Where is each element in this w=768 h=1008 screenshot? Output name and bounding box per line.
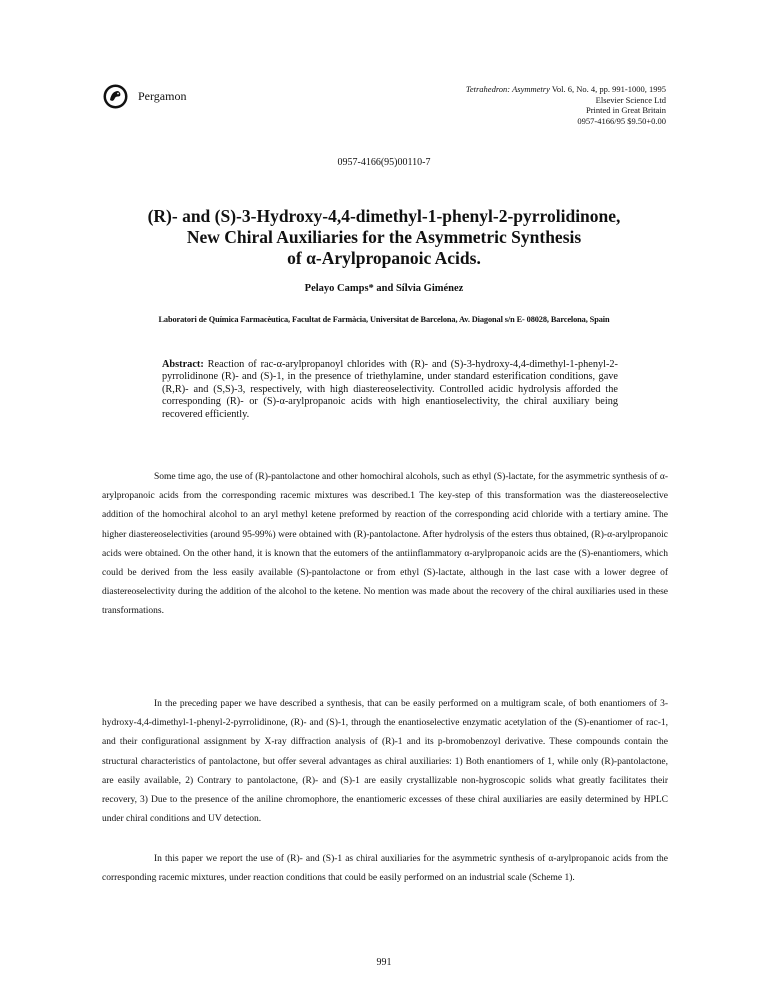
pergamon-logo-icon — [103, 84, 128, 109]
journal-citation — [466, 84, 666, 95]
article-title — [60, 206, 708, 269]
authors: Pelayo Camps* and Sílvia Giménez — [304, 283, 464, 294]
publisher-line: Elsevier Science Ltd — [595, 94, 666, 105]
title-line-3: of α-Arylpropanoic Acids. — [287, 248, 481, 268]
title-line-2: New Chiral Auxiliaries for the Asymmetric Synthesis — [186, 227, 582, 247]
title-line-1: (R)- and (S)-3-Hydroxy-4,4-dimethyl-1-phenyl-2-pyrrolidinone, — [147, 206, 621, 226]
body-paragraph-1: Some time ago, the use of (R)-pantolactone and other homochiral alcohols, such as ethyl (S)-lactate, for the asymmetric synthesis of α-arylpropanoic acids from the corresponding racemic mixtures was described.1 The key-step of this transformation was the diastereoselective addition of the homochiral alcohol to an aryl methyl ketene preformed by reaction of the corresponding acid chloride with a tertiary amine. The higher diastereoselectivities (around 95-99%) were obtained with (R)-pantolactone. After hydrolysis of the esters thus obtained, (R)-α-arylpropanoic acids were obtained. On the other hand, it is known that the eutomers of the antiinflammatory α-arylpropanoic acids are the (S)-enantiomers, which could be derived from the less easily available (S)-pantolactone or from ethyl (S)-lactate, although in the last case with a lower degree of diastereoselectivity during the addition of the alcohol to the ketene. No mention was made about the recovery of the chiral auxiliaries used in these transformations. — [102, 472, 668, 617]
publisher-name: Pergamon — [138, 89, 187, 103]
body-paragraph-2: In the preceding paper we have described a synthesis, that can be easily performed on a multigram scale, of both enantiomers of 3-hydroxy-4,4-dimethyl-1-phenyl-2-pyrrolidinone, (R)- and (S)-1, through the enantioselective enzymatic acetylation of the (S)-enantiomer of rac-1, and their configurational assignment by X-ray diffraction analysis of (R)-1 and its p-bromobenzoyl derivative. These compounds contain the structural characteristics of pantolactone, but offer several advantages as chiral auxiliaries: 1) Both enantiomers of 1, while only (R)-pantolactone, are easily available, 2) Contrary to pantolactone, (R)- and (S)-1 are easily crystallizable non-hygroscopic solids what greatly facilitates their recovery, 3) Due to the presence of the aniline chromophore, the enantiomeric excesses of these chiral auxiliaries are easily determined by HPLC under chiral conditions and UV detection. — [102, 699, 668, 825]
abstract — [162, 359, 618, 421]
printed-line: Printed in Great Britain — [585, 105, 666, 116]
abstract-label: Abstract: — [162, 359, 204, 370]
journal-name: Tetrahedron: Asymmetry — [465, 84, 550, 94]
journal-volume: Vol. 6, No. 4, pp. 991-1000, 1995 — [551, 84, 666, 94]
journal-info — [466, 84, 666, 126]
article-code: 0957-4166(95)00110-7 — [337, 157, 431, 168]
body-paragraph-3: In this paper we report the use of (R)- and (S)-1 as chiral auxiliaries for the asymmetric synthesis of α-arylpropanoic acids from the corresponding racemic mixtures, under reaction conditions that could be easily performed on an industrial scale (Scheme 1). — [102, 854, 668, 884]
issn-line: 0957-4166/95 $9.50+0.00 — [577, 115, 666, 126]
affiliation: Laboratori de Química Farmacèutica, Facultat de Farmàcia, Universitat de Barcelona, Av. Diagonal s/n E- 08028, Barcelona, Spain — [158, 315, 610, 324]
page-number: 991 — [376, 957, 392, 968]
abstract-text: Reaction of rac-α-arylpropanoyl chlorides with (R)- and (S)-3-hydroxy-4,4-dimethyl-1-phenyl-2-pyrrolidinone (R)- and (S)-1, in the presence of triethylamine, under standard esterification conditions, gave (R,R)- and (S,S)-3, respectively, with high diastereoselectivity. Controlled acidic hydrolysis afforded the corresponding (R)- or (S)-α-arylpropanoic acids with high enantioselectivity, the chiral auxiliary being recovered efficiently. — [162, 359, 618, 420]
